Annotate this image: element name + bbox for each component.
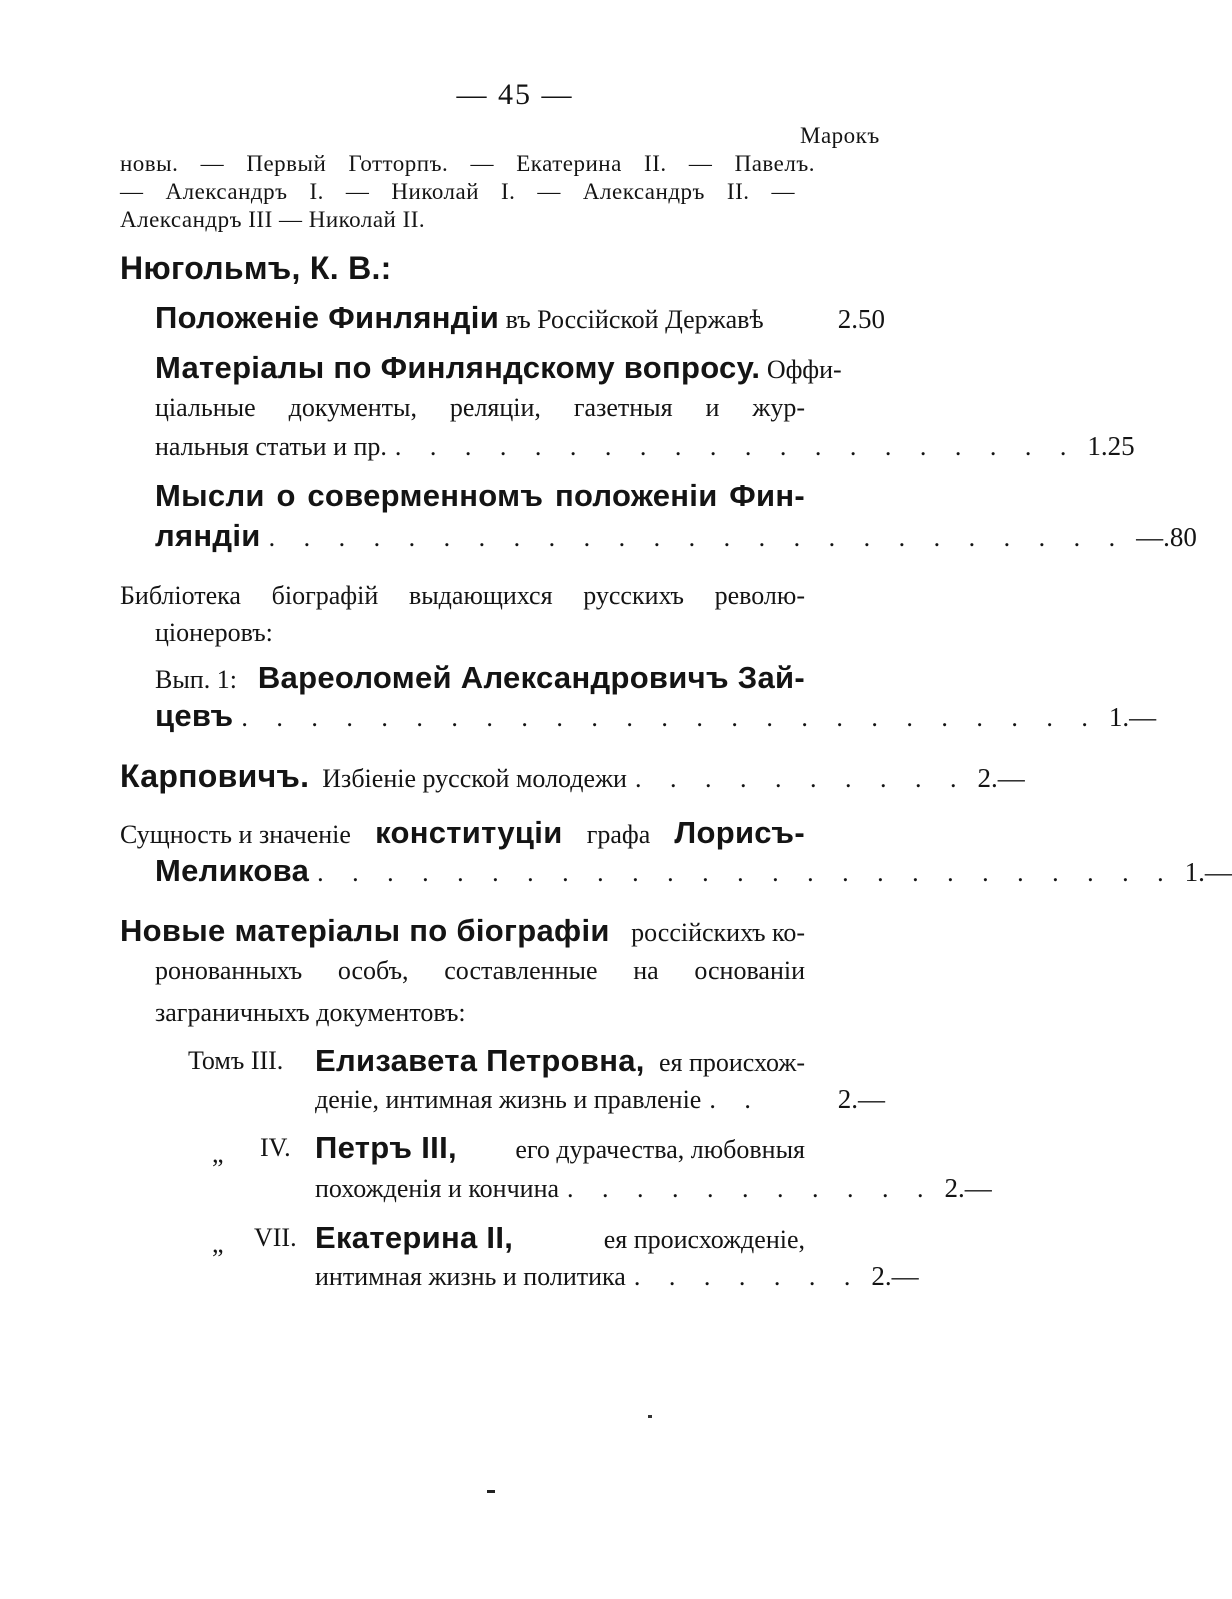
volume-4-line-1 xyxy=(315,1130,805,1168)
new-materials-line-1 xyxy=(120,913,805,951)
volume-3-line-1 xyxy=(315,1043,805,1081)
leader-dots: . . . . . . . . . . . . . . . . . . . . . . . . . xyxy=(317,858,1175,887)
library-volume-line-1 xyxy=(155,660,805,698)
continuation-line-3: Александръ III — Николай II. xyxy=(120,207,426,232)
book-materials-line-3 xyxy=(155,428,1135,465)
volume-title: Петръ III, xyxy=(315,1130,457,1165)
price: 2.— xyxy=(977,763,1025,793)
constitution-line-1 xyxy=(120,815,805,853)
volume-title: Елизавета Петровна, xyxy=(315,1043,645,1078)
book-text: нальныя статьи и пр. xyxy=(155,432,387,461)
price: 1.— xyxy=(1184,857,1232,887)
volume-7-line-1 xyxy=(315,1220,805,1258)
volume-title: Вареоломей Александровичъ Зай- xyxy=(257,660,805,695)
new-materials-title: Новые матеріалы по біографіи xyxy=(120,913,610,948)
price: 2.50 xyxy=(837,304,885,334)
book-title: Матеріалы по Финляндскому вопросу. xyxy=(155,350,761,385)
book-title: ляндіи xyxy=(155,518,261,553)
volume-3-line-2 xyxy=(315,1081,885,1118)
constitution-bold-2: Лорисъ- xyxy=(674,815,805,850)
volume-label: Вып. 1: xyxy=(155,665,237,694)
price: 2.— xyxy=(837,1084,885,1114)
volume-7-label: VII. xyxy=(254,1223,297,1252)
price: 2.— xyxy=(871,1261,919,1291)
volume-4-ditto: „ xyxy=(212,1139,224,1168)
entry-karpovich xyxy=(120,758,1025,797)
leader-dots: . . . . . . . . . . . . . . . . . . . . . . . . . xyxy=(268,523,1127,552)
new-materials-text: россійскихъ ко- xyxy=(631,918,805,947)
author-nugolm: Нюгольмъ, К. В.: xyxy=(120,250,392,286)
volume-text: интимная жизнь и политика xyxy=(315,1262,626,1291)
volume-title: цевъ xyxy=(155,698,234,733)
constitution-title: Меликова xyxy=(155,853,310,888)
volume-text: ея происхож- xyxy=(658,1048,805,1077)
book-thoughts-line-2 xyxy=(155,518,1197,556)
book-title: Положеніе Финляндіи xyxy=(155,300,500,335)
new-materials-line-2: ронованныхъ особъ, составленные на основаніи xyxy=(155,956,805,985)
scan-speck xyxy=(487,1490,495,1493)
price: 1.— xyxy=(1108,702,1157,732)
volume-4-label: IV. xyxy=(260,1133,291,1162)
book-subtitle: въ Россійской Державѣ xyxy=(499,305,764,334)
leader-dots: . . . . . . . . . . xyxy=(634,764,968,793)
author-karpovich: Карповичъ. xyxy=(120,758,310,794)
price: 2.— xyxy=(944,1173,992,1203)
scan-speck xyxy=(648,1415,652,1418)
price: 1.25 xyxy=(1087,431,1135,461)
constitution-text-1: Сущность и значеніе xyxy=(120,820,351,849)
volume-4-line-2 xyxy=(315,1170,992,1207)
book-thoughts-line-1: Мысли о соверменномъ положеніи Фин- xyxy=(155,478,805,513)
leader-dots: . . . . . . . . . . . . . . . . . . . . . . . . . xyxy=(241,703,1099,732)
volume-7-line-2 xyxy=(315,1258,919,1295)
constitution-text-2: графа xyxy=(586,820,651,849)
library-volume-line-2 xyxy=(155,698,1157,736)
continuation-line-2: — Александръ I. — Николай I. — Александръ II. — xyxy=(120,179,795,204)
volume-text: похожденія и кончина xyxy=(315,1174,560,1203)
page-number: — 45 — xyxy=(456,78,574,111)
book-materials-line-1 xyxy=(155,350,842,388)
volume-text: ея происхожденіе, xyxy=(603,1225,805,1254)
book-position-finland xyxy=(155,300,885,338)
volume-text: его дурачества, любовныя xyxy=(515,1135,805,1164)
continuation-right-word: Марокъ xyxy=(800,123,880,148)
book-materials-line-2: ціальные документы, реляціи, газетныя и жур- xyxy=(155,393,805,422)
library-line-1: Библіотека біографій выдающихся русскихъ револю- xyxy=(120,581,805,610)
book-title: Избіеніе русской молодежи xyxy=(322,764,627,793)
leader-dots: . . xyxy=(709,1085,762,1114)
volume-text: деніе, интимная жизнь и правленіе xyxy=(315,1085,702,1114)
price: —.80 xyxy=(1136,522,1197,552)
leader-dots: . . . . . . . . . . . xyxy=(567,1174,935,1203)
volume-title: Екатерина II, xyxy=(315,1220,514,1255)
book-subtitle: Оффи- xyxy=(760,355,842,384)
volume-3-label: Томъ III. xyxy=(188,1046,284,1075)
constitution-line-2 xyxy=(155,853,1232,891)
leader-dots: . . . . . . . . . . . . . . . . . . . . xyxy=(394,432,1078,461)
library-line-2: ціонеровъ: xyxy=(155,618,273,647)
volume-7-ditto: „ xyxy=(212,1229,224,1258)
continuation-line-1: новы. — Первый Готторпъ. — Екатерина II. — Павелъ. xyxy=(120,151,815,176)
leader-dots: . . . . . . . xyxy=(633,1262,862,1291)
new-materials-line-3: заграничныхъ документовъ: xyxy=(155,998,466,1027)
constitution-bold-1: конституціи xyxy=(375,815,563,850)
